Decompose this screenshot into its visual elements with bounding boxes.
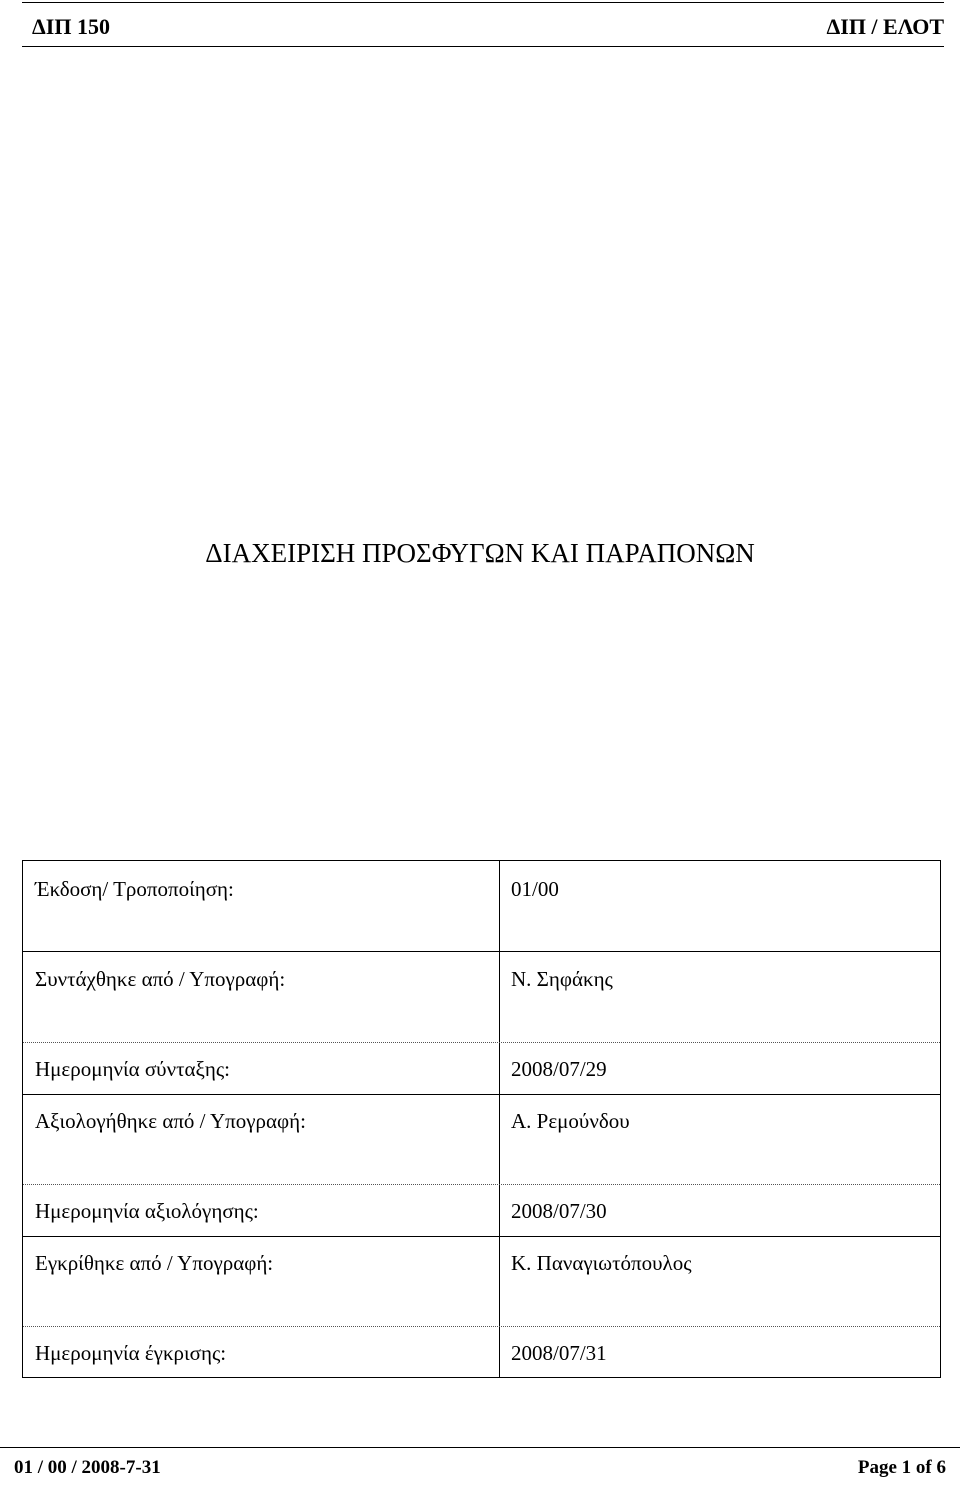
version-label: Έκδοση/ Τροποποίηση: (35, 877, 234, 901)
approved-by-label: Εγκρίθηκε από / Υπογραφή: (35, 1251, 274, 1275)
review-date-value: 2008/07/30 (511, 1199, 607, 1223)
approval-date-value: 2008/07/31 (511, 1341, 607, 1365)
approval-date-label: Ημερομηνία έγκρισης: (35, 1341, 227, 1365)
header-doc-code: ΔΙΠ 150 (32, 14, 110, 39)
prepared-by-value: Ν. Σηφάκης (511, 967, 613, 991)
row-divider (23, 951, 940, 952)
row-divider (23, 1326, 940, 1327)
column-divider (499, 861, 500, 1377)
footer-version-date: 01 / 00 / 2008-7-31 (14, 1457, 161, 1478)
approved-by-value: Κ. Παναγιωτόπουλος (511, 1251, 692, 1275)
reviewed-by-value: Α. Ρεμούνδου (511, 1109, 630, 1133)
version-value: 01/00 (511, 877, 559, 901)
preparation-date-label: Ημερομηνία σύνταξης: (35, 1057, 231, 1081)
page-footer (0, 1447, 960, 1488)
review-date-label: Ημερομηνία αξιολόγησης: (35, 1199, 259, 1223)
reviewed-by-label: Αξιολογήθηκε από / Υπογραφή: (35, 1109, 306, 1133)
prepared-by-label: Συντάχθηκε από / Υπογραφή: (35, 967, 286, 991)
top-rule (22, 2, 944, 3)
preparation-date-value: 2008/07/29 (511, 1057, 607, 1081)
footer-page-number: Page 1 of 6 (857, 1457, 946, 1478)
row-divider (23, 1042, 940, 1043)
page-header (22, 6, 944, 47)
document-info-table (22, 860, 941, 1378)
row-divider (23, 1094, 940, 1095)
row-divider (23, 1236, 940, 1237)
row-divider (23, 1184, 940, 1185)
document-title: ΔΙΑΧΕΙΡΙΣΗ ΠΡΟΣΦΥΓΩΝ ΚΑΙ ΠΑΡΑΠΟΝΩΝ (205, 538, 755, 568)
header-organization: ΔΙΠ / ΕΛΟΤ (826, 14, 944, 39)
